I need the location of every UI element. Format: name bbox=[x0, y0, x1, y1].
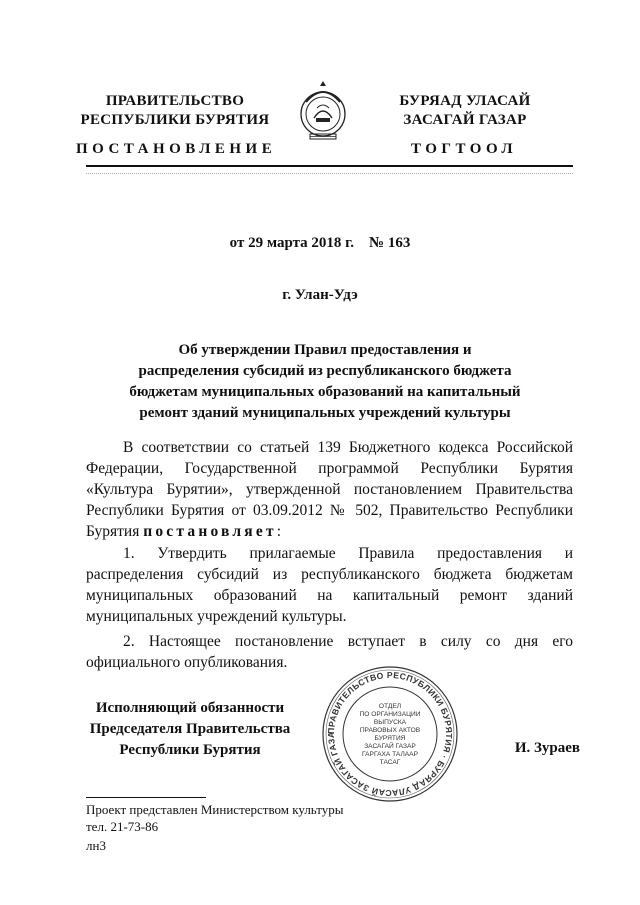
stamp-ring-text: ПРАВИТЕЛЬСТВО РЕСПУБЛИКИ БУРЯТИЯ · БУРЯАД УЛАСАЙ ЗАСАГАЙ ГАЗА bbox=[325, 669, 455, 799]
header-right-line1: БУРЯАД УЛАСАЙ bbox=[399, 93, 531, 109]
decrees-word: постановляет bbox=[143, 523, 277, 540]
doc-type-right: ТОГТООЛ bbox=[410, 141, 518, 157]
coat-of-arms-icon bbox=[296, 80, 350, 146]
date-number: от 29 марта 2018 г. № 163 bbox=[229, 235, 411, 251]
stamp-line4: ПРАВОВЫХ АКТОВ bbox=[359, 727, 421, 734]
header-right-line2: ЗАСАГАЙ ГАЗАР bbox=[403, 112, 527, 128]
footer-phone: тел. 21-73-86 bbox=[86, 819, 159, 834]
intro-text: В соответствии со статьей 139 Бюджетного кодекса Российской Федерации, Государственной программой Республики Бурятия «Культура Бурятии», утвержденной постановлением Правительства Республики Бурятия от 03.09.2012 № 502, Правительство Республики Бурятия bbox=[86, 439, 573, 540]
signatory-name: И. Зураев bbox=[514, 740, 580, 756]
item-2-text: 2. Настоящее постановление вступает в силу со дня его официального опубликования. bbox=[86, 633, 573, 671]
document-title bbox=[90, 340, 560, 424]
position-line3: Республики Бурятия bbox=[119, 742, 261, 758]
signatory-position bbox=[80, 698, 300, 761]
header-right bbox=[380, 92, 550, 130]
stamp-line3: ВЫПУСКА bbox=[373, 719, 407, 726]
stamp-line1: ОТДЕЛ bbox=[378, 703, 402, 710]
item-1-text: 1. Утвердить прилагаемые Правила предоставления и распределения субсидий из республиканского бюджета бюджетам муниципальных образований на капитальный ремонт зданий муниципальных учреждений культуры. bbox=[86, 545, 573, 625]
title-line1: Об утверждении Правил предоставления и bbox=[178, 342, 472, 358]
position-line1: Исполняющий обязанности bbox=[95, 700, 285, 716]
stamp-line5: БУРЯТИЯ bbox=[374, 735, 406, 742]
footer-project: Проект представлен Министерством культуры bbox=[86, 802, 344, 817]
footer-divider bbox=[86, 797, 206, 798]
stamp-line8: ТАСАГ bbox=[379, 759, 401, 766]
city: г. Улан-Удэ bbox=[282, 287, 358, 303]
intro-paragraph bbox=[86, 437, 573, 542]
header-left-line2: РЕСПУБЛИКИ БУРЯТИЯ bbox=[80, 112, 270, 128]
title-line4: ремонт зданий муниципальных учреждений культуры bbox=[139, 405, 511, 421]
header-left-line1: ПРАВИТЕЛЬСТВО bbox=[105, 93, 245, 109]
official-stamp bbox=[320, 664, 460, 804]
title-line3: бюджетам муниципальных образований на капитальный bbox=[129, 384, 521, 400]
header-dotted-divider bbox=[86, 173, 573, 174]
title-line2: распределения субсидий из республиканского бюджета bbox=[138, 363, 512, 379]
header-left bbox=[70, 92, 280, 130]
stamp-line2: ПО ОРГАНИЗАЦИИ bbox=[359, 711, 421, 718]
doc-type-left: ПОСТАНОВЛЕНИЕ bbox=[76, 141, 277, 157]
stamp-line6: ЗАСАГАЙ ГАЗАР bbox=[364, 743, 416, 750]
header-divider bbox=[86, 165, 573, 167]
position-line2: Председателя Правительства bbox=[89, 721, 291, 737]
item-1-paragraph bbox=[86, 543, 573, 627]
decrees-colon: : bbox=[276, 523, 282, 540]
footer-code: лн3 bbox=[86, 838, 106, 853]
stamp-line7: ГАРГАХА ТАЛААР bbox=[362, 751, 418, 758]
